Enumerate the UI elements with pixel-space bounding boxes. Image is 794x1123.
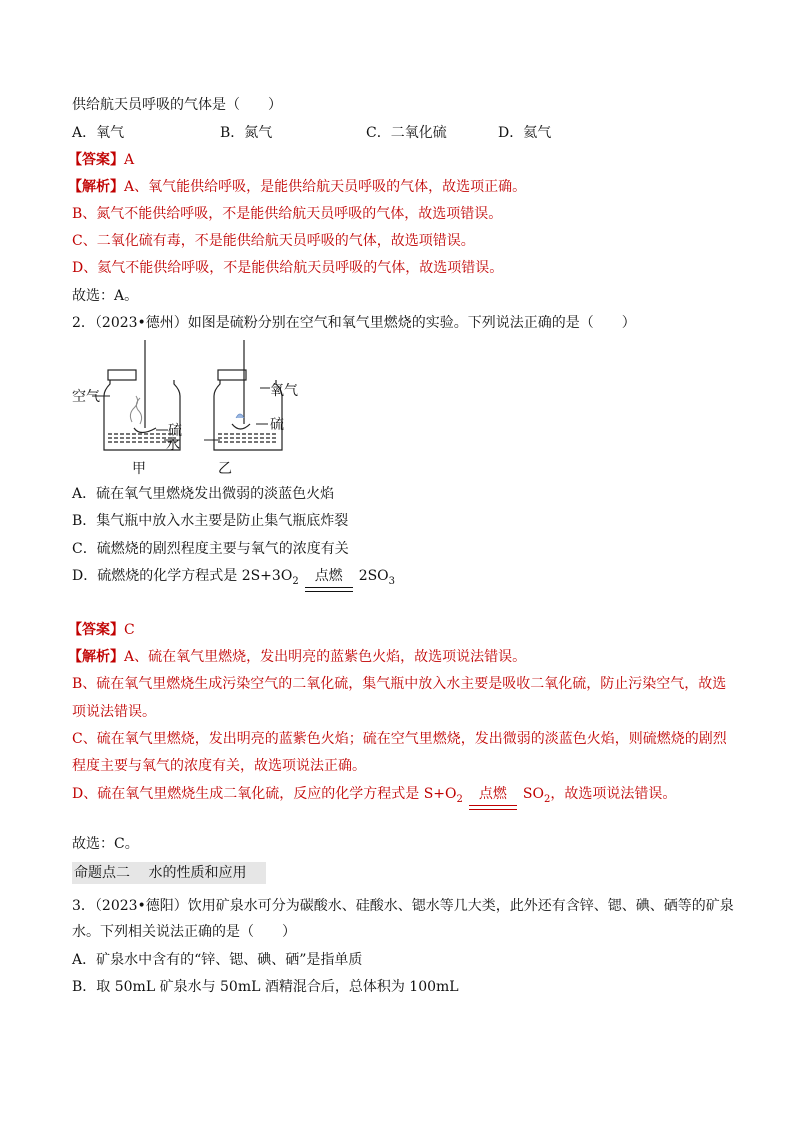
q2-choice: 故选：C。 — [72, 836, 139, 852]
q2-answer — [68, 620, 135, 640]
q1-option-b: B．氮气 — [220, 125, 273, 141]
q3-option-a: A．矿泉水中含有的“锌、锶、碘、硒”是指单质 — [72, 952, 363, 968]
q2-option-d-equation — [242, 566, 395, 592]
q2-stem: 2．（2023•德州）如图是硫粉分别在空气和氧气里燃烧的实验。下列说法正确的是（ ） — [72, 315, 636, 331]
smoke-left — [130, 396, 141, 424]
q2-answer-tag: 【答案】 — [68, 622, 124, 638]
q2-option-d — [72, 566, 395, 592]
q3-stem-line1: 3．（2023•德阳）饮用矿泉水可分为碳酸水、硅酸水、锶水等几大类，此外还有含锌、锶、碘、硒等的矿泉 — [72, 898, 734, 914]
eq-left: S+O — [423, 786, 457, 802]
q2-analysis-a-text: A、硫在氧气里燃烧，发出明亮的蓝紫色火焰，故选项说法错误。 — [124, 649, 527, 665]
q2-analysis-d-prefix: D、硫在氧气里燃烧生成二氧化硫，反应的化学方程式是 — [72, 786, 420, 802]
q2-analysis-d-equation — [424, 784, 551, 810]
section-title: 命题点二 水的性质和应用 — [72, 862, 266, 884]
q1-analysis-b: B、氮气不能供给呼吸，不是能供给航天员呼吸的气体，故选项错误。 — [72, 206, 503, 222]
eq-left: 2S+3O — [241, 568, 293, 584]
q2-analysis-b2: 项说法错误。 — [72, 704, 156, 720]
q1-analysis-c: C、二氧化硫有毒，不是能供给航天员呼吸的气体，故选项错误。 — [72, 233, 475, 249]
q1-analysis-a-text: A、氧气能供给呼吸，是能供给航天员呼吸的气体，故选项正确。 — [124, 179, 527, 195]
q2-answer-value: C — [124, 622, 135, 638]
eq-condition: 点燃 — [469, 784, 517, 804]
q2-option-d-prefix: D．硫燃烧的化学方程式是 — [72, 568, 238, 584]
label-jar-yi: 乙 — [218, 461, 232, 477]
eq-left-sub: 2 — [456, 793, 463, 805]
q1-stem: 供给航天员呼吸的气体是（ ） — [72, 97, 282, 113]
q2-option-a: A．硫在氧气里燃烧发出微弱的淡蓝色火焰 — [72, 486, 335, 502]
eq-right-sub: 3 — [388, 575, 396, 587]
q2-analysis-a — [68, 647, 526, 667]
q2-analysis-c2: 程度主要与氧气的浓度有关，故选项说法正确。 — [72, 758, 366, 774]
q1-option-d: D．氦气 — [498, 125, 552, 141]
label-sulfur-left: 硫 — [168, 423, 182, 439]
eq-right: 2SO — [358, 568, 389, 584]
q1-option-a: A．氧气 — [72, 125, 125, 141]
q1-answer-tag: 【答案】 — [68, 152, 124, 168]
q1-answer-value: A — [124, 152, 135, 168]
q2-option-c: C．硫燃烧的剧烈程度主要与氧气的浓度有关 — [72, 541, 349, 557]
q2-analysis-c1: C、硫在氧气里燃烧，发出明亮的蓝紫色火焰；硫在空气里燃烧，发出微弱的淡蓝色火焰，则硫燃烧的剧烈 — [72, 731, 727, 747]
label-water: 水 — [166, 437, 180, 453]
eq-condition: 点燃 — [305, 566, 353, 586]
q2-analysis-d — [72, 784, 676, 810]
label-air: 空气 — [72, 389, 100, 405]
jar-illustration — [70, 340, 310, 470]
q1-option-c: C．二氧化硫 — [366, 125, 447, 141]
eq-left-sub: 2 — [292, 575, 299, 587]
flame-right — [236, 414, 244, 418]
q1-analysis-d: D、氦气不能供给呼吸，不是能供给航天员呼吸的气体，故选项错误。 — [72, 260, 504, 276]
q2-analysis-b1: B、硫在氧气里燃烧生成污染空气的二氧化硫，集气瓶中放入水主要是吸收二氧化硫，防止污染空气，故选 — [72, 676, 727, 692]
q2-analysis-tag: 【解析】 — [68, 649, 124, 665]
q3-option-b: B．取 50mL 矿泉水与 50mL 酒精混合后，总体积为 100mL — [72, 979, 459, 995]
q1-choice: 故选：A。 — [72, 288, 139, 304]
q1-analysis-a — [68, 177, 526, 197]
q2-figure — [70, 340, 310, 480]
label-oxygen: 氧气 — [270, 383, 298, 399]
eq-right: SO — [522, 786, 544, 802]
q1-answer — [68, 150, 134, 170]
eq-right-sub: 2 — [543, 793, 551, 805]
q2-option-b: B．集气瓶中放入水主要是防止集气瓶底炸裂 — [72, 513, 349, 529]
label-jar-jia: 甲 — [132, 461, 146, 477]
q2-analysis-d-suffix: ，故选项说法错误。 — [550, 786, 677, 802]
label-sulfur-right: 硫 — [270, 417, 284, 433]
q1-analysis-tag: 【解析】 — [68, 179, 124, 195]
q3-stem-line2: 水。下列相关说法正确的是（ ） — [72, 924, 296, 940]
